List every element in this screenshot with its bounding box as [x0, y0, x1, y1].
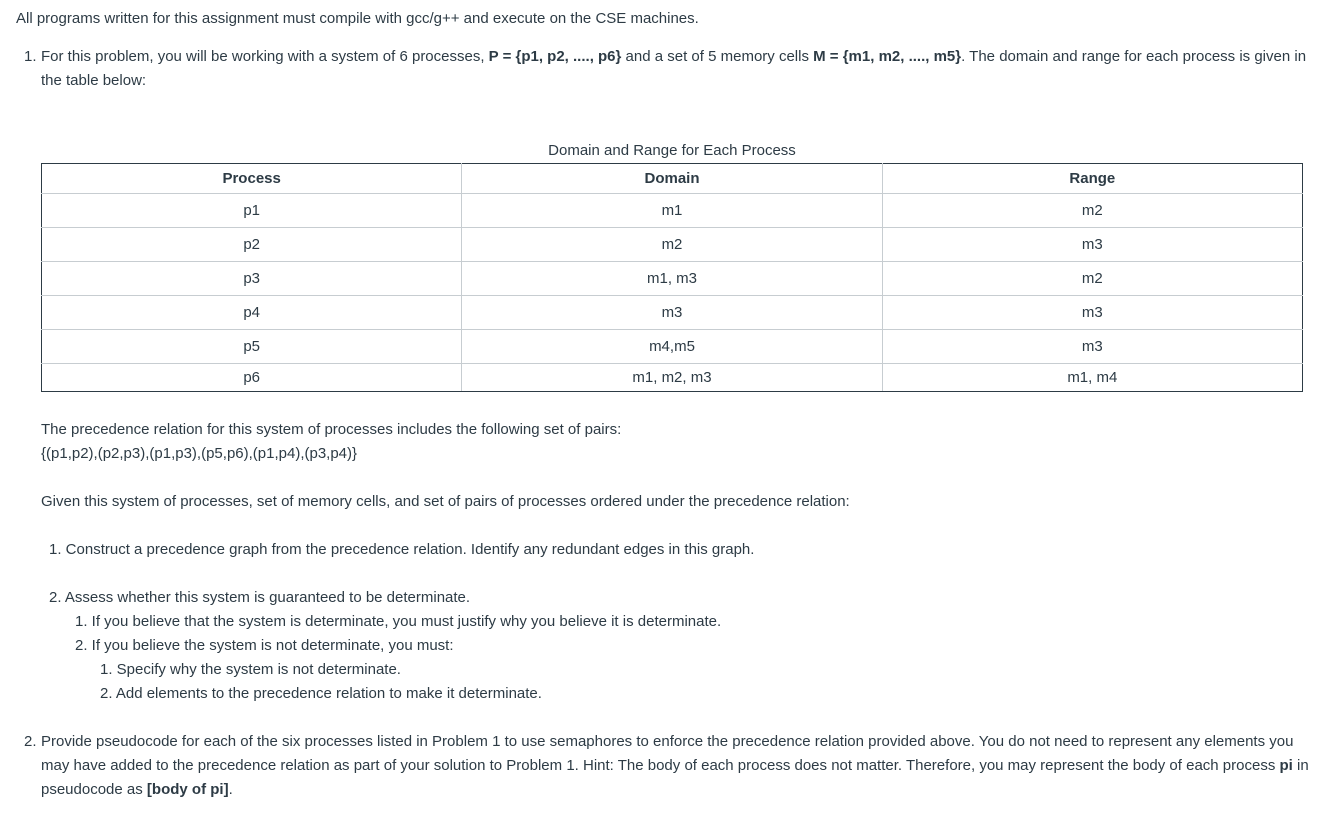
task-2-2-1: 1. Specify why the system is not determinate.: [100, 661, 401, 678]
header-process: Process: [42, 164, 462, 194]
problem-2: [24, 730, 1314, 802]
table-row: [42, 330, 1303, 364]
table-row: [42, 194, 1303, 228]
cell-range: m3: [882, 228, 1302, 262]
table-header-row: [42, 164, 1303, 194]
table-row: [42, 228, 1303, 262]
given-text: Given this system of processes, set of memory cells, and set of pairs of processes ordered under the precedence relation:: [41, 493, 850, 510]
problem-2-number: 2.: [24, 733, 37, 750]
cell-range: m2: [882, 194, 1302, 228]
problem-1: [24, 45, 1314, 93]
cell-range: m3: [882, 330, 1302, 364]
memory-set: M = {m1, m2, ...., m5}: [813, 48, 962, 65]
cell-domain: m1, m3: [462, 262, 882, 296]
cell-process: p6: [42, 364, 462, 392]
cell-domain: m3: [462, 296, 882, 330]
cell-domain: m1, m2, m3: [462, 364, 882, 392]
cell-process: p2: [42, 228, 462, 262]
body-of-pi: [body of pi]: [146, 781, 229, 798]
cell-range: m2: [882, 262, 1302, 296]
cell-domain: m1: [462, 194, 882, 228]
problem-2-text: Provide pseudocode for each of the six processes listed in Problem 1 to use semaphores to enforce the precedence relation provided above. You do not need to represent any elements you may have added to the precedence relation as part of your solution to Problem 1. Hint: The body of each process does not matter. Therefore, you may represent the body of each process pi in pseudocode as [body of pi].: [41, 733, 1309, 798]
precedence-pairs: {(p1,p2),(p2,p3),(p1,p3),(p5,p6),(p1,p4),(p3,p4)}: [41, 445, 358, 462]
precedence-relation: [41, 418, 621, 466]
cell-process: p4: [42, 296, 462, 330]
task-2: 2. Assess whether this system is guaranteed to be determinate.: [49, 589, 471, 606]
table-row: [42, 262, 1303, 296]
table-caption: Domain and Range for Each Process: [548, 142, 796, 159]
cell-range: m3: [882, 296, 1302, 330]
problem-1-text: For this problem, you will be working with a system of 6 processes, P = {p1, p2, ...., p6} and a set of 5 memory cells M = {m1, m2, ...., m5}. The domain and range for each process is given in the table below:: [41, 48, 1307, 89]
table-row: [42, 296, 1303, 330]
intro-text: All programs written for this assignment must compile with gcc/g++ and execute on the CSE machines.: [16, 10, 699, 27]
task-2-2-2: 2. Add elements to the precedence relation to make it determinate.: [100, 685, 542, 702]
process-pi: pi: [1279, 757, 1293, 774]
cell-process: p1: [42, 194, 462, 228]
cell-process: p5: [42, 330, 462, 364]
cell-range: m1, m4: [882, 364, 1302, 392]
process-set: P = {p1, p2, ...., p6}: [488, 48, 622, 65]
cell-domain: m2: [462, 228, 882, 262]
task-2-1: 1. If you believe that the system is determinate, you must justify why you believe it is determinate.: [75, 613, 722, 630]
table-row: [42, 364, 1303, 392]
domain-range-table: [41, 163, 1303, 392]
task-1: 1. Construct a precedence graph from the precedence relation. Identify any redundant edges in this graph.: [49, 541, 755, 558]
cell-domain: m4,m5: [462, 330, 882, 364]
problem-1-number: 1.: [24, 48, 37, 65]
precedence-intro: The precedence relation for this system of processes includes the following set of pairs:: [41, 421, 622, 438]
header-domain: Domain: [462, 164, 882, 194]
cell-process: p3: [42, 262, 462, 296]
header-range: Range: [882, 164, 1302, 194]
task-2-2: 2. If you believe the system is not determinate, you must:: [75, 637, 454, 654]
